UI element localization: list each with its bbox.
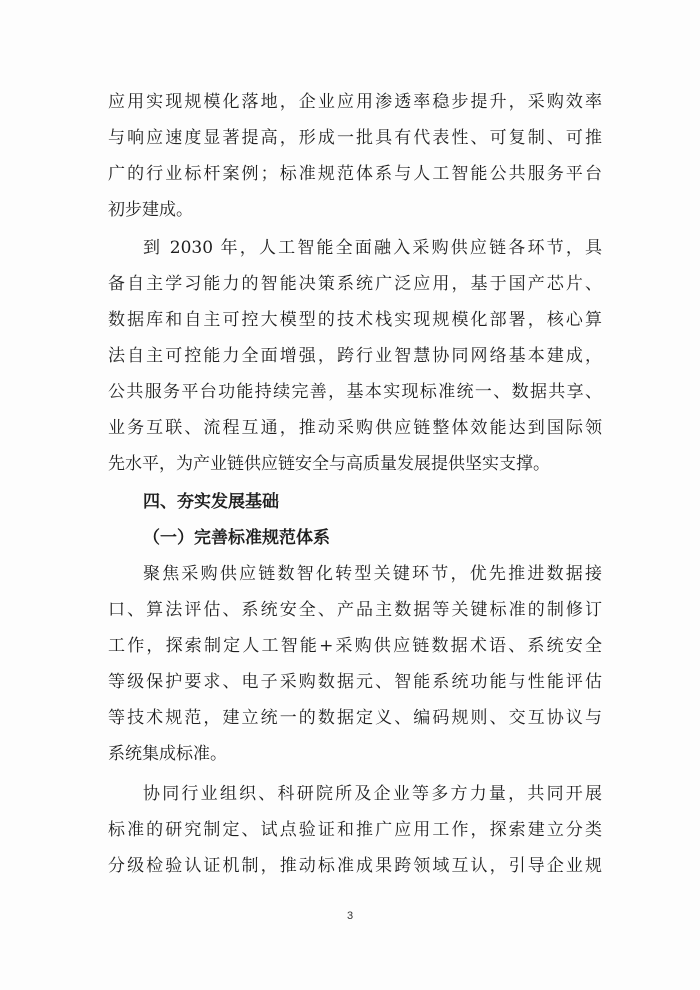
text-line: 广的行业标杆案例；标准规范体系与人工智能公共服务平台 [108,164,602,184]
text-line: 应用实现规模化落地，企业应用渗透率稳步提升，采购效率 [108,92,602,112]
text-line: 标准的研究制定、试点验证和推广应用工作，探索建立分类 [108,820,602,840]
text-line: 公共服务平台功能持续完善，基本实现标准统一、数据共享、 [108,382,602,402]
text-line: 法自主可控能力全面增强，跨行业智慧协同网络基本建成， [108,346,602,366]
text-line: 初步建成。 [108,200,193,220]
text-line: 等级保护要求、电子采购数据元、智能系统功能与性能评估 [108,672,602,692]
text-line: 系统集成标准。 [108,744,227,764]
text-line: 工作，探索制定人工智能+采购供应链数据术语、系统安全 [108,636,602,656]
paragraph-start-line: 协同行业组织、科研院所及企业等多方力量，共同开展 [143,784,602,804]
text-line: 分级检验认证机制，推动标准成果跨领域互认，引导企业规 [108,856,602,876]
text-line: 先水平，为产业链供应链安全与高质量发展提供坚实支撑。 [108,454,550,474]
text-line: 与响应速度显著提高，形成一批具有代表性、可复制、可推 [108,128,602,148]
text-line: 口、算法评估、系统安全、产品主数据等关键标准的制修订 [108,600,602,620]
text-line: 数据库和自主可控大模型的技术栈实现规模化部署，核心算 [108,310,602,330]
paragraph-start-line: 聚焦采购供应链数智化转型关键环节，优先推进数据接 [143,564,602,584]
text-line: 业务互联、流程互通，推动采购供应链整体效能达到国际领 [108,418,602,438]
section-heading: 四、夯实发展基础 [143,492,279,512]
subsection-heading: （一）完善标准规范体系 [143,528,330,548]
text-line: 等技术规范，建立统一的数据定义、编码规则、交互协议与 [108,708,602,728]
page-number: 3 [346,910,354,922]
paragraph-start-line: 到 2030 年，人工智能全面融入采购供应链各环节，具 [143,238,602,258]
text-line: 备自主学习能力的智能决策系统广泛应用，基于国产芯片、 [108,274,602,294]
